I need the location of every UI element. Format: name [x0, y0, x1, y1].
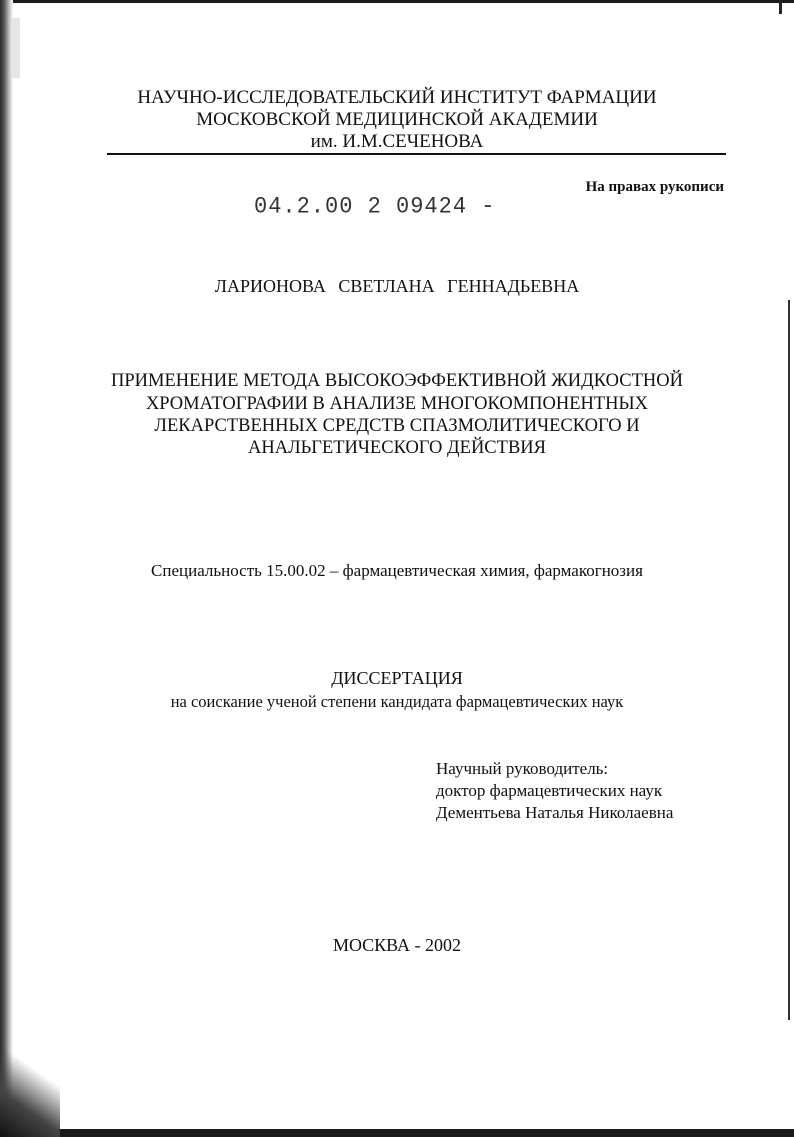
scan-corner-shadow [0, 1047, 60, 1137]
institute-line-2: МОСКОВСКОЙ МЕДИЦИНСКОЙ АКАДЕМИИ [196, 109, 598, 130]
title-line-2: ХРОМАТОГРАФИИ В АНАЛИЗЕ МНОГОКОМПОНЕНТНЫХ [145, 394, 649, 414]
rights-note: На правах рукописи [585, 179, 724, 195]
scan-edge-bottom [20, 1129, 794, 1137]
scan-edge-notch [12, 18, 20, 78]
city-year: МОСКВА - 2002 [332, 935, 462, 955]
supervisor-name: Дементьева Наталья Николаевна [436, 803, 674, 822]
scan-edge-right-top [779, 0, 782, 14]
institute-line-3: им. И.М.СЕЧЕНОВА [310, 131, 484, 152]
author-name: ЛАРИОНОВА СВЕТЛАНА ГЕННАДЬЕВНА [214, 276, 580, 296]
title-line-1: ПРИМЕНЕНИЕ МЕТОДА ВЫСОКОЭФФЕКТИВНОЙ ЖИДКОСТНОЙ [111, 371, 683, 391]
scan-edge-top [10, 0, 794, 3]
dissertation-subtitle: на соискание ученой степени кандидата фармацевтических наук [170, 692, 624, 711]
title-line-4: АНАЛЬГЕТИЧЕСКОГО ДЕЙСТВИЯ [248, 438, 546, 458]
library-stamp-number: 04.2.00 2 09424 - [254, 193, 496, 220]
supervisor-label: Научный руководитель: [436, 759, 609, 778]
header-rule [107, 153, 726, 155]
specialty: Специальность 15.00.02 – фармацевтическая химия, фармакогнозия [151, 561, 643, 580]
institute-line-1: НАУЧНО-ИССЛЕДОВАТЕЛЬСКИЙ ИНСТИТУТ ФАРМАЦИИ [137, 87, 657, 108]
supervisor-degree: доктор фармацевтических наук [436, 781, 663, 800]
dissertation-heading: ДИССЕРТАЦИЯ [331, 668, 463, 688]
title-line-3: ЛЕКАРСТВЕННЫХ СРЕДСТВ СПАЗМОЛИТИЧЕСКОГО И [154, 416, 640, 436]
